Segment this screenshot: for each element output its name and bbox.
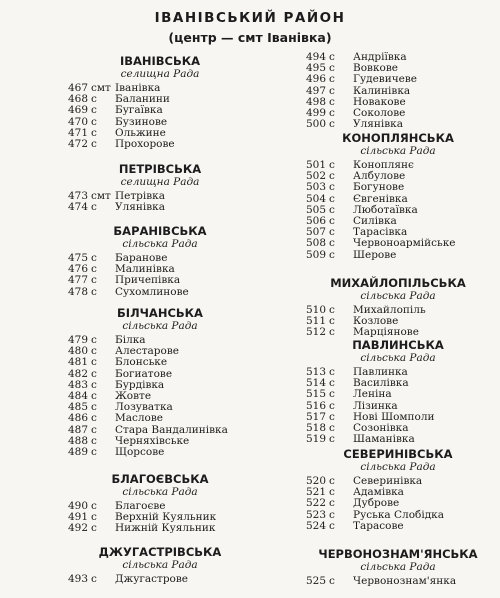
settlement-name: Бугаївка bbox=[115, 104, 163, 117]
settlement-kind: с bbox=[329, 486, 335, 499]
settlement-kind: с bbox=[329, 192, 335, 205]
settlement-row bbox=[298, 378, 498, 389]
council-type: селищна Рада bbox=[120, 68, 200, 80]
settlement-name: Петрівка bbox=[115, 190, 165, 202]
settlement-number: 484 bbox=[67, 390, 88, 403]
settlement-kind: с bbox=[91, 378, 97, 391]
council-name: БІЛЧАНСЬКА bbox=[117, 306, 203, 320]
settlement-name: Гудевичеве bbox=[353, 73, 417, 86]
settlement-row bbox=[298, 576, 498, 587]
settlement-number: 495 bbox=[305, 62, 326, 75]
settlement-number: 517 bbox=[305, 410, 326, 423]
council-block bbox=[298, 52, 498, 130]
settlement-kind: с bbox=[91, 274, 97, 287]
settlement-name: Лізинка bbox=[353, 399, 398, 412]
settlement-number: 521 bbox=[305, 486, 326, 499]
settlement-number: 480 bbox=[67, 345, 88, 358]
settlement-number: 514 bbox=[305, 377, 326, 390]
settlement-kind: с bbox=[91, 201, 97, 214]
settlement-kind: с bbox=[91, 522, 97, 535]
settlement-number: 476 bbox=[67, 263, 88, 276]
council-type: сільська Рада bbox=[360, 352, 436, 364]
settlement-name: Тарасівка bbox=[353, 226, 408, 239]
council-type: сільська Рада bbox=[360, 290, 436, 302]
settlement-number: 498 bbox=[305, 95, 326, 108]
settlement-name: Баранове bbox=[115, 252, 168, 264]
settlement-kind: с bbox=[329, 497, 335, 510]
settlement-kind: смт bbox=[91, 190, 111, 202]
settlement-number: 493 bbox=[67, 573, 88, 585]
settlement-kind: с bbox=[329, 51, 335, 63]
settlement-name: Улянівка bbox=[115, 201, 165, 214]
settlement-kind: с bbox=[91, 115, 97, 128]
settlement-name: Прохорове bbox=[115, 138, 175, 151]
settlement-name: Шаманівка bbox=[353, 433, 415, 446]
settlement-name: Калинівка bbox=[353, 84, 411, 97]
settlement-kind: с bbox=[329, 203, 335, 216]
settlement-row bbox=[298, 305, 498, 316]
settlement-kind: с bbox=[91, 367, 97, 380]
council-name: КОНОПЛЯНСЬКА bbox=[342, 131, 454, 145]
settlement-number: 497 bbox=[305, 84, 326, 97]
settlement-kind: с bbox=[329, 366, 335, 378]
settlement-name: Адамівка bbox=[353, 486, 404, 499]
settlement-number: 500 bbox=[305, 118, 326, 131]
settlement-row bbox=[60, 287, 260, 298]
settlement-kind: с bbox=[329, 422, 335, 435]
settlement-kind: смт bbox=[91, 82, 111, 94]
council-block bbox=[298, 339, 498, 445]
settlement-number: 506 bbox=[305, 215, 326, 228]
settlement-kind: с bbox=[329, 575, 335, 587]
settlement-number: 503 bbox=[305, 181, 326, 194]
settlement-kind: с bbox=[91, 126, 97, 139]
settlement-kind: с bbox=[329, 215, 335, 228]
council-block bbox=[60, 55, 260, 150]
council-name: ДЖУГАСТРІВСЬКА bbox=[98, 545, 222, 559]
settlement-row bbox=[298, 205, 498, 216]
council-block bbox=[298, 448, 498, 532]
settlement-kind: с bbox=[329, 508, 335, 521]
settlement-name: Сухомлинове bbox=[115, 285, 189, 298]
settlement-kind: с bbox=[329, 73, 335, 86]
settlement-name: Благоєве bbox=[115, 500, 166, 512]
council-name: ІВАНІВСЬКА bbox=[119, 54, 201, 68]
settlement-number: 515 bbox=[305, 388, 326, 401]
settlement-name: Блонське bbox=[115, 356, 168, 369]
settlement-name: Джугастрове bbox=[115, 573, 188, 585]
settlement-number: 492 bbox=[67, 522, 88, 535]
settlement-kind: с bbox=[329, 410, 335, 423]
settlement-row bbox=[298, 250, 498, 261]
settlement-number: 478 bbox=[67, 285, 88, 298]
settlement-name: Нижній Куяльник bbox=[115, 522, 216, 535]
settlement-kind: с bbox=[329, 226, 335, 239]
council-type: сільська Рада bbox=[360, 461, 436, 473]
council-block bbox=[60, 546, 260, 585]
settlement-kind: с bbox=[329, 107, 335, 120]
settlement-number: 471 bbox=[67, 126, 88, 139]
settlement-row bbox=[60, 202, 260, 213]
settlement-name: Жовте bbox=[115, 390, 152, 403]
settlement-kind: с bbox=[91, 138, 97, 151]
council-block bbox=[60, 307, 260, 458]
settlement-number: 472 bbox=[67, 138, 88, 151]
settlement-kind: с bbox=[329, 118, 335, 131]
settlement-row bbox=[60, 139, 260, 150]
council-type: сільська Рада bbox=[122, 559, 198, 571]
settlement-name: Силівка bbox=[353, 215, 397, 228]
settlement-kind: с bbox=[329, 248, 335, 261]
settlement-number: 523 bbox=[305, 508, 326, 521]
council-name: БЛАГОЄВСЬКА bbox=[111, 472, 209, 486]
settlement-row bbox=[298, 498, 498, 509]
settlement-number: 470 bbox=[67, 115, 88, 128]
settlement-number: 494 bbox=[305, 51, 326, 63]
settlement-number: 468 bbox=[67, 93, 88, 106]
council-name: ЧЕРВОНОЗНАМ'ЯНСЬКА bbox=[318, 547, 478, 561]
settlement-kind: с bbox=[329, 95, 335, 108]
settlement-kind: с bbox=[91, 334, 97, 346]
settlement-number: 467 bbox=[67, 82, 88, 94]
settlement-number: 499 bbox=[305, 107, 326, 120]
settlement-name: Шерове bbox=[353, 248, 397, 261]
council-block bbox=[298, 277, 498, 339]
settlement-number: 505 bbox=[305, 203, 326, 216]
settlement-kind: с bbox=[329, 388, 335, 401]
settlement-row bbox=[60, 105, 260, 116]
settlement-kind: с bbox=[91, 285, 97, 298]
settlement-name: Баланини bbox=[115, 93, 170, 106]
council-type: сільська Рада bbox=[360, 561, 436, 573]
council-block bbox=[298, 132, 498, 261]
settlement-kind: с bbox=[91, 263, 97, 276]
settlement-number: 524 bbox=[305, 519, 326, 532]
settlement-row bbox=[298, 119, 498, 130]
settlement-name: Северинівка bbox=[353, 475, 423, 487]
settlement-name: Ольжине bbox=[115, 126, 166, 139]
settlement-number: 516 bbox=[305, 399, 326, 412]
settlement-kind: с bbox=[329, 315, 335, 328]
council-block bbox=[60, 473, 260, 535]
council-name: ПЕТРІВСЬКА bbox=[118, 162, 202, 176]
settlement-number: 474 bbox=[67, 201, 88, 214]
settlement-kind: с bbox=[91, 252, 97, 264]
settlement-number: 501 bbox=[305, 159, 326, 171]
settlement-number: 518 bbox=[305, 422, 326, 435]
settlement-row bbox=[60, 357, 260, 368]
settlement-row bbox=[60, 380, 260, 391]
settlement-number: 490 bbox=[67, 500, 88, 512]
council-name: ПАВЛИНСЬКА bbox=[352, 338, 444, 352]
settlement-name: Червоноармійське bbox=[353, 237, 456, 250]
settlement-kind: с bbox=[329, 399, 335, 412]
settlement-name: Бурдівка bbox=[115, 378, 165, 391]
settlement-kind: с bbox=[329, 84, 335, 97]
settlement-row bbox=[298, 521, 498, 532]
settlement-kind: с bbox=[329, 433, 335, 446]
settlement-number: 504 bbox=[305, 192, 326, 205]
settlement-row bbox=[298, 52, 498, 63]
settlement-kind: с bbox=[91, 412, 97, 425]
council-block bbox=[60, 163, 260, 213]
settlement-name: Малинівка bbox=[115, 263, 175, 276]
settlement-number: 481 bbox=[67, 356, 88, 369]
council-block bbox=[298, 548, 498, 587]
settlement-name: Верхній Куяльник bbox=[115, 511, 217, 524]
settlement-number: 512 bbox=[305, 326, 326, 339]
council-name: БАРАНІВСЬКА bbox=[113, 224, 207, 238]
settlement-kind: с bbox=[91, 446, 97, 459]
settlement-name: Іванівка bbox=[115, 82, 161, 94]
settlement-kind: с bbox=[91, 511, 97, 524]
settlement-number: 479 bbox=[67, 334, 88, 346]
settlement-name: Євгенівка bbox=[353, 192, 408, 205]
settlement-name: Новакове bbox=[353, 95, 406, 108]
settlement-name: Лозуватка bbox=[115, 401, 173, 414]
settlement-kind: с bbox=[91, 345, 97, 358]
settlement-number: 485 bbox=[67, 401, 88, 414]
settlement-name: Стара Вандалинівка bbox=[115, 423, 228, 436]
settlement-row bbox=[298, 238, 498, 249]
settlement-number: 509 bbox=[305, 248, 326, 261]
settlement-kind: с bbox=[91, 390, 97, 403]
council-type: сільська Рада bbox=[122, 320, 198, 332]
district-title: ІВАНІВСЬКИЙ РАЙОН bbox=[154, 10, 346, 26]
settlement-number: 491 bbox=[67, 511, 88, 524]
settlement-name: Марціянове bbox=[353, 326, 419, 339]
settlement-kind: с bbox=[329, 181, 335, 194]
settlement-number: 477 bbox=[67, 274, 88, 287]
settlement-kind: с bbox=[91, 434, 97, 447]
council-type: селищна Рада bbox=[120, 176, 200, 188]
settlement-number: 510 bbox=[305, 304, 326, 316]
settlement-number: 520 bbox=[305, 475, 326, 487]
settlement-name: Василівка bbox=[353, 377, 409, 390]
settlement-kind: с bbox=[91, 104, 97, 117]
council-name: МИХАЙЛОПІЛЬСЬКА bbox=[330, 276, 466, 290]
settlement-number: 483 bbox=[67, 378, 88, 391]
settlement-name: Козлове bbox=[353, 315, 399, 328]
settlement-kind: с bbox=[329, 377, 335, 390]
settlement-name: Причепівка bbox=[115, 274, 181, 287]
settlement-number: 488 bbox=[67, 434, 88, 447]
settlement-kind: с bbox=[91, 500, 97, 512]
settlement-name: Коноплянє bbox=[353, 159, 414, 171]
settlement-number: 522 bbox=[305, 497, 326, 510]
settlement-number: 486 bbox=[67, 412, 88, 425]
settlement-number: 502 bbox=[305, 170, 326, 183]
settlement-name: Андріївка bbox=[353, 51, 407, 63]
settlement-name: Соколове bbox=[353, 107, 406, 120]
settlement-name: Албулове bbox=[353, 170, 406, 183]
settlement-number: 513 bbox=[305, 366, 326, 378]
settlement-name: Черняхівське bbox=[115, 434, 190, 447]
settlement-row bbox=[60, 275, 260, 286]
settlement-row bbox=[298, 434, 498, 445]
council-block bbox=[60, 225, 260, 298]
settlement-row bbox=[298, 389, 498, 400]
settlement-kind: с bbox=[329, 170, 335, 183]
settlement-kind: с bbox=[91, 401, 97, 414]
settlement-kind: с bbox=[329, 159, 335, 171]
settlement-name: Богунове bbox=[353, 181, 405, 194]
settlement-kind: с bbox=[91, 93, 97, 106]
council-type: сільська Рада bbox=[122, 486, 198, 498]
council-name: СЕВЕРИНІВСЬКА bbox=[343, 447, 453, 461]
settlement-number: 508 bbox=[305, 237, 326, 250]
settlement-kind: с bbox=[91, 356, 97, 369]
settlement-kind: с bbox=[329, 237, 335, 250]
settlement-number: 489 bbox=[67, 446, 88, 459]
settlement-kind: с bbox=[329, 519, 335, 532]
settlement-number: 525 bbox=[305, 575, 326, 587]
settlement-number: 519 bbox=[305, 433, 326, 446]
settlement-kind: с bbox=[329, 62, 335, 75]
settlement-name: Михайлопіль bbox=[353, 304, 426, 316]
settlement-row bbox=[60, 447, 260, 458]
district-subtitle: (центр — смт Іванівка) bbox=[168, 30, 332, 45]
settlement-name: Созонівка bbox=[353, 422, 409, 435]
settlement-kind: с bbox=[91, 423, 97, 436]
settlement-row bbox=[60, 523, 260, 534]
settlement-name: Тарасове bbox=[353, 519, 404, 532]
settlement-kind: с bbox=[329, 304, 335, 316]
settlement-number: 469 bbox=[67, 104, 88, 117]
settlement-name: Руська Слобідка bbox=[353, 508, 444, 521]
settlement-number: 496 bbox=[305, 73, 326, 86]
settlement-name: Улянівка bbox=[353, 118, 403, 131]
settlement-row bbox=[298, 74, 498, 85]
settlement-name: Люботаївка bbox=[353, 203, 418, 216]
settlement-number: 482 bbox=[67, 367, 88, 380]
settlement-name: Нові Шомполи bbox=[353, 410, 435, 423]
settlement-row bbox=[298, 182, 498, 193]
settlement-name: Бузинове bbox=[115, 115, 168, 128]
council-type: сільська Рада bbox=[360, 145, 436, 157]
settlement-name: Білка bbox=[115, 334, 146, 346]
settlement-kind: с bbox=[329, 326, 335, 339]
settlement-row bbox=[60, 574, 260, 585]
settlement-row bbox=[60, 413, 260, 424]
settlement-name: Алестарове bbox=[115, 345, 179, 358]
settlement-number: 475 bbox=[67, 252, 88, 264]
council-type: сільська Рада bbox=[122, 238, 198, 250]
settlement-name: Богиатове bbox=[115, 367, 173, 380]
settlement-number: 511 bbox=[305, 315, 326, 328]
settlement-name: Щорсове bbox=[115, 446, 165, 459]
settlement-number: 507 bbox=[305, 226, 326, 239]
settlement-name: Павлинка bbox=[353, 366, 408, 378]
settlement-name: Леніна bbox=[353, 388, 392, 401]
settlement-name: Маслове bbox=[115, 412, 164, 425]
settlement-kind: с bbox=[91, 573, 97, 585]
settlement-name: Червонознам'янка bbox=[353, 575, 457, 587]
settlement-number: 487 bbox=[67, 423, 88, 436]
settlement-name: Дуброве bbox=[353, 497, 400, 510]
settlement-name: Вовкове bbox=[353, 62, 398, 75]
settlement-row bbox=[298, 327, 498, 338]
settlement-kind: с bbox=[329, 475, 335, 487]
settlement-number: 473 bbox=[67, 190, 88, 202]
